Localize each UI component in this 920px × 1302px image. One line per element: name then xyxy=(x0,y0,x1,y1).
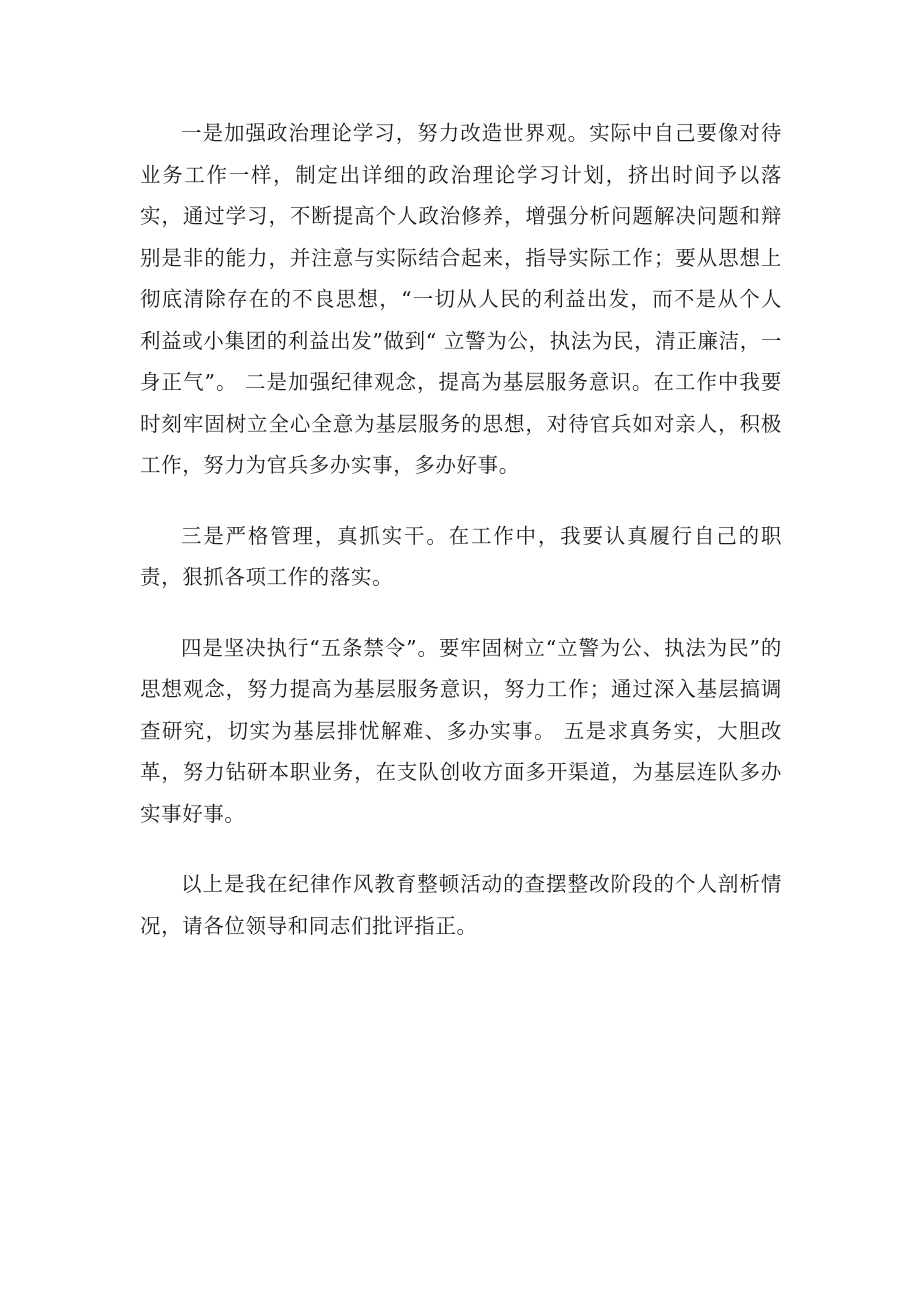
paragraph-study-and-discipline: 一是加强政治理论学习，努力改造世界观。实际中自己要像对待业务工作一样，制定出详细的政治理论学习计划，挤出时间予以落实，通过学习，不断提高个人政治修养，增强分析问题解决问题和辩别是非的能力，并注意与实际结合起来，指导实际工作；要从思想上彻底清除存在的不良思想，“一切从人民的利益出发，而不是从个人利益或小集团的利益出发”做到“ 立警为公，执法为民，清正廉洁，一身正气”。 二是加强纪律观念，提高为基层服务意识。在工作中我要时刻牢固树立全心全意为基层服务的思想，对待官兵如对亲人，积极工作，努力为官兵多办实事，多办好事。 xyxy=(140,121,782,477)
paragraph-strict-management: 三是严格管理，真抓实干。在工作中，我要认真履行自己的职责，狠抓各项工作的落实。 xyxy=(140,523,782,589)
paragraph-conclusion: 以上是我在纪律作风教育整顿活动的查摆整改阶段的个人剖析情况，请各位领导和同志们批评指正。 xyxy=(140,872,782,938)
document-body xyxy=(140,113,782,976)
paragraph-five-prohibitions: 四是坚决执行“五条禁令”。要牢固树立“立警为公、执法为民”的思想观念，努力提高为基层服务意识，努力工作；通过深入基层搞调查研究，切实为基层排忧解难、多办实事。 五是求真务实，大胆改革，努力钻研本职业务，在支队创收方面多开渠道，为基层连队多办实事好事。 xyxy=(140,635,782,826)
